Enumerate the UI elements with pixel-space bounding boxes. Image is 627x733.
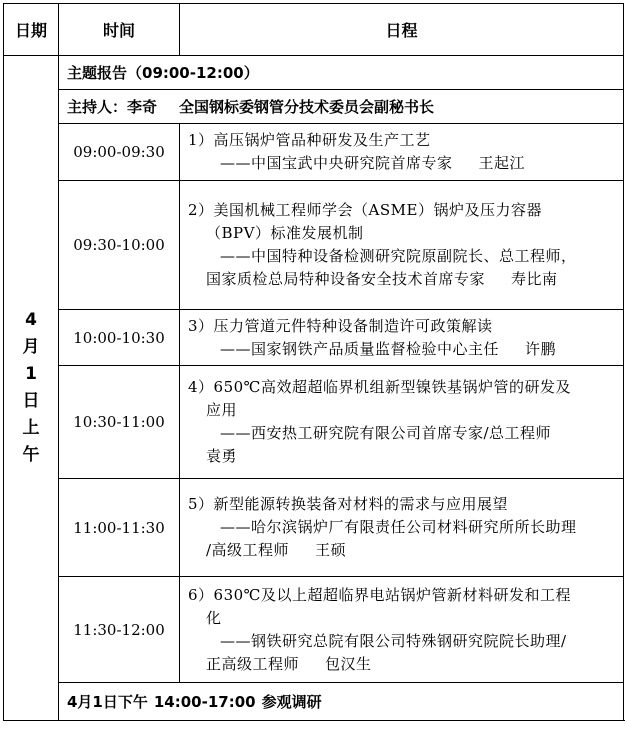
schedule-row — [4, 181, 624, 310]
date-char: 日 — [22, 391, 40, 411]
header-time: 时间 — [59, 4, 180, 56]
session-detail — [180, 181, 624, 310]
host-title: 全国钢标委钢管分技术委员会副秘书长 — [179, 98, 435, 116]
afternoon-activity: 参观调研 — [261, 693, 322, 711]
session-title: 5）新型能源转换装备对材料的需求与应用展望 — [188, 495, 509, 513]
afternoon-time: 14:00-17:00 — [153, 693, 256, 711]
session-time: 09:30-10:00 — [59, 181, 180, 310]
speaker-line: ——中国宝武中央研究院首席专家 王起江 — [220, 154, 526, 172]
speaker-name: 王起江 — [478, 154, 526, 172]
session-title: 1）高压锅炉管品种研发及生产工艺 — [188, 131, 431, 149]
host-row — [59, 90, 624, 124]
header-date: 日期 — [4, 4, 59, 56]
session-title-cont: 应用 — [206, 401, 238, 419]
session-title-cont: 化 — [206, 608, 222, 627]
speaker-name: 许鹏 — [525, 339, 557, 358]
header-row — [4, 4, 624, 56]
host-label: 主持人：李奇 — [67, 98, 158, 116]
date-char: 午 — [22, 445, 40, 465]
session-time: 09:00-09:30 — [59, 124, 180, 181]
speaker-name: 袁勇 — [206, 447, 238, 465]
header-schedule: 日程 — [180, 4, 624, 56]
session-title: 3）压力管道元件特种设备制造许可政策解读 — [188, 316, 493, 335]
date-cell — [4, 56, 59, 721]
session-title: 4）650℃高效超超临界机组新型镍铁基锅炉管的研发及 — [188, 378, 571, 396]
speaker-name: 包汉生 — [325, 654, 372, 673]
date-char: 上 — [22, 418, 40, 438]
date-char: 4 — [25, 310, 37, 330]
schedule-row — [4, 479, 624, 577]
speaker-line: ——钢铁研究总院有限公司特殊钢研究院院长助理/ — [220, 631, 567, 650]
schedule-row — [4, 366, 624, 479]
session-detail — [180, 577, 624, 683]
schedule-row — [4, 310, 624, 366]
session-title: 6）630℃及以上超超临界电站锅炉管新材料研发和工程 — [188, 585, 571, 604]
session-detail — [180, 479, 624, 577]
speaker-line: ——中国特种设备检测研究院原副院长、总工程师， — [220, 247, 577, 265]
schedule-table — [3, 3, 624, 721]
speaker-line: ——国家钢铁产品质量监督检验中心主任 许鹏 — [220, 339, 557, 358]
session-detail — [180, 366, 624, 479]
session-time: 10:30-11:00 — [59, 366, 180, 479]
speaker-name: 王硕 — [315, 541, 347, 559]
date-char: 1 — [25, 364, 37, 384]
speaker-line: /高级工程师 王硕 — [206, 541, 347, 559]
session-detail — [180, 310, 624, 366]
session-time: 10:00-10:30 — [59, 310, 180, 366]
afternoon-row — [59, 683, 624, 721]
speaker-line: 正高级工程师 包汉生 — [206, 654, 372, 673]
speaker-line: 国家质检总局特种设备安全技术首席专家 寿比南 — [206, 270, 558, 288]
session-time: 11:30-12:00 — [59, 577, 180, 683]
speaker-name: 寿比南 — [511, 270, 558, 288]
session-title-cont: （BPV）标准发展机制 — [206, 224, 364, 242]
speaker-line: ——哈尔滨锅炉厂有限责任公司材料研究所所长助理 — [220, 518, 577, 536]
speaker-line: ——西安热工研究院有限公司首席专家/总工程师 — [220, 424, 552, 442]
schedule-row — [4, 124, 624, 181]
schedule-row — [4, 577, 624, 683]
session-detail — [180, 124, 624, 181]
session-time: 11:00-11:30 — [59, 479, 180, 577]
keynote-title: 主题报告（09:00-12:00） — [59, 56, 624, 90]
date-char: 月 — [22, 337, 40, 357]
afternoon-date: 4月1日下午 — [67, 693, 148, 711]
session-title: 2）美国机械工程师学会（ASME）锅炉及压力容器 — [188, 201, 542, 219]
